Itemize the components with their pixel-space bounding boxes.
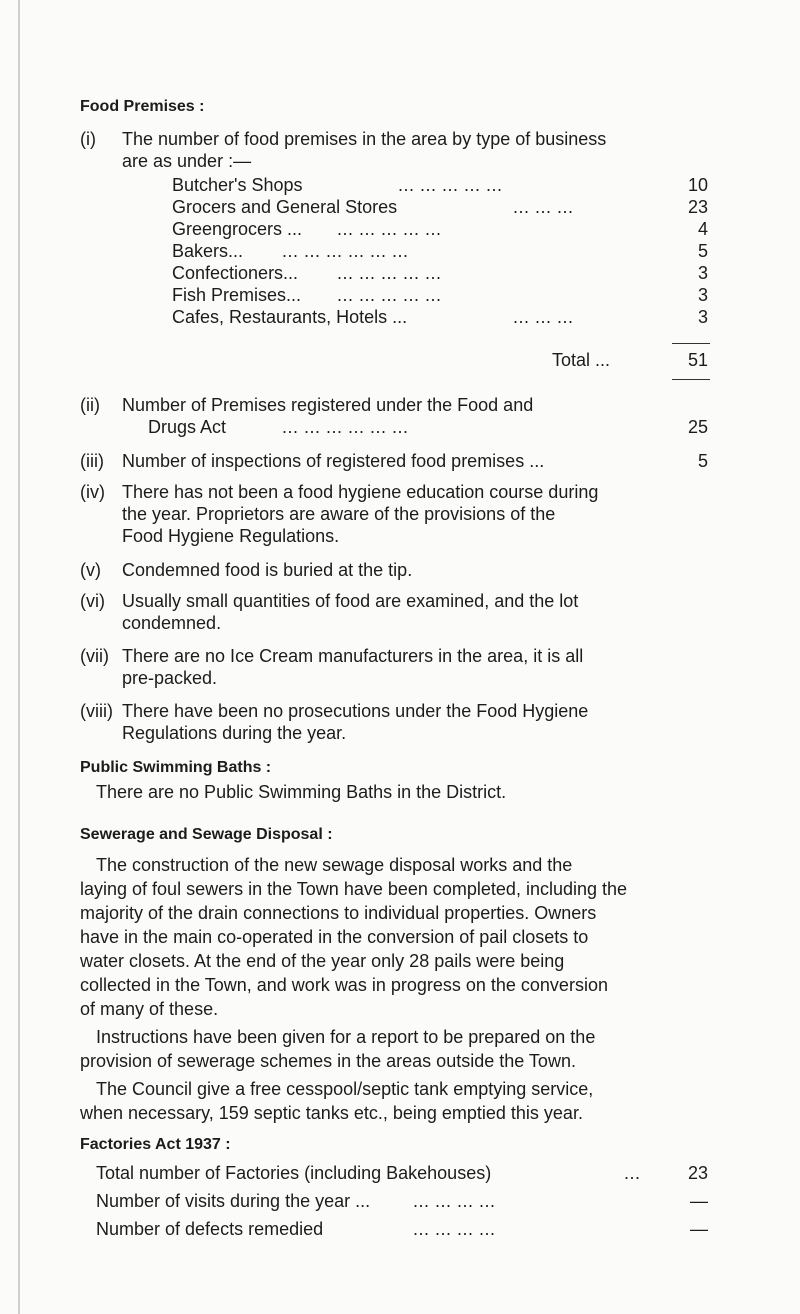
item-i-line2: are as under :— [122, 151, 252, 171]
paragraph-line: of many of these. [80, 999, 219, 1019]
business-type-label: Cafes, Restaurants, Hotels ... [172, 307, 408, 327]
item-iii-line1: Number of inspections of registered food premises ... [122, 451, 545, 471]
paragraph-line: The construction of the new sewage disposal works and the [96, 855, 573, 875]
paragraph-line: majority of the drain connections to individual properties. Owners [80, 903, 597, 923]
item-vi-numeral: (vi) [80, 591, 105, 611]
item-i-numeral: (i) [80, 129, 96, 149]
business-type-count: 3 [697, 307, 708, 327]
leader-dots: ... ... ... ... [413, 1191, 496, 1211]
total-rule-top [672, 343, 710, 344]
business-type-count: 3 [697, 285, 708, 305]
leader-dots: ... ... ... ... ... ... [282, 417, 409, 437]
business-type-count: 10 [687, 175, 708, 195]
sewerage-heading: Sewerage and Sewage Disposal : [80, 826, 333, 843]
item-iv-line2: the year. Proprietors are aware of the provisions of the [122, 504, 556, 524]
leader-dots: ... [624, 1163, 641, 1183]
leader-dots: ... ... ... ... ... [337, 219, 442, 239]
business-type-label: Grocers and General Stores [172, 197, 398, 217]
leader-dots: ... ... ... ... [413, 1219, 496, 1239]
item-viii-numeral: (viii) [80, 701, 113, 721]
business-type-label: Greengrocers ... [172, 219, 303, 239]
paragraph-line: provision of sewerage schemes in the areas outside the Town. [80, 1051, 576, 1071]
item-v-numeral: (v) [80, 560, 101, 580]
business-type-count: 3 [697, 263, 708, 283]
business-type-label: Butcher's Shops [172, 175, 303, 195]
paragraph-line: when necessary, 159 septic tanks etc., being emptied this year. [80, 1103, 583, 1123]
business-type-count: 23 [687, 197, 708, 217]
business-type-count: 4 [697, 219, 708, 239]
item-iii-numeral: (iii) [80, 451, 104, 471]
leader-dots: ... ... ... [513, 197, 574, 217]
item-v-line1: Condemned food is buried at the tip. [122, 560, 413, 580]
swimming-heading: Public Swimming Baths : [80, 759, 272, 776]
total-rule-bottom [672, 379, 710, 380]
item-vii-numeral: (vii) [80, 646, 109, 666]
item-iv-numeral: (iv) [80, 482, 105, 502]
total-label: Total ... [552, 350, 611, 370]
item-iii-value: 5 [697, 451, 708, 471]
item-ii-line1: Number of Premises registered under the Food and [122, 395, 534, 415]
food-premises-heading: Food Premises : [80, 98, 205, 115]
item-i-line1: The number of food premises in the area by type of business [122, 129, 607, 149]
leader-dots: ... ... ... ... ... [337, 263, 442, 283]
factories-row-label: Total number of Factories (including Bakehouses) [96, 1163, 492, 1183]
leader-dots: ... ... ... ... ... [398, 175, 503, 195]
item-vii-line1: There are no Ice Cream manufacturers in the area, it is all [122, 646, 584, 666]
paragraph-line: The Council give a free cesspool/septic tank emptying service, [96, 1079, 594, 1099]
factories-row-value: — [690, 1219, 708, 1239]
item-ii-value: 25 [687, 417, 708, 437]
item-iv-line1: There has not been a food hygiene education course during [122, 482, 599, 502]
paragraph-line: collected in the Town, and work was in progress on the conversion [80, 975, 608, 995]
item-viii-line2: Regulations during the year. [122, 723, 347, 743]
business-type-label: Fish Premises... [172, 285, 302, 305]
factories-row-label: Number of defects remedied [96, 1219, 324, 1239]
business-type-label: Bakers... [172, 241, 244, 261]
item-viii-line1: There have been no prosecutions under the Food Hygiene [122, 701, 589, 721]
paragraph-line: Instructions have been given for a report to be prepared on the [96, 1027, 596, 1047]
item-iv-line3: Food Hygiene Regulations. [122, 526, 340, 546]
paragraph-line: laying of foul sewers in the Town have been completed, including the [80, 879, 628, 899]
item-vi-line1: Usually small quantities of food are examined, and the lot [122, 591, 579, 611]
paragraph-line: water closets. At the end of the year only 28 pails were being [80, 951, 565, 971]
leader-dots: ... ... ... [513, 307, 574, 327]
factories-row-value: — [690, 1191, 708, 1211]
factories-row-value: 23 [687, 1163, 708, 1183]
leader-dots: ... ... ... ... ... [337, 285, 442, 305]
factories-row-label: Number of visits during the year ... [96, 1191, 371, 1211]
total-value: 51 [687, 350, 708, 370]
item-ii-line2: Drugs Act [148, 417, 227, 437]
page-edge [18, 0, 20, 1314]
item-vii-line2: pre-packed. [122, 668, 218, 688]
business-type-label: Confectioners... [172, 263, 299, 283]
paragraph-line: have in the main co-operated in the conversion of pail closets to [80, 927, 589, 947]
business-type-count: 5 [697, 241, 708, 261]
leader-dots: ... ... ... ... ... ... [282, 241, 409, 261]
swimming-text: There are no Public Swimming Baths in the District. [96, 782, 507, 802]
item-ii-numeral: (ii) [80, 395, 100, 415]
factories-heading: Factories Act 1937 : [80, 1136, 231, 1153]
item-vi-line2: condemned. [122, 613, 222, 633]
